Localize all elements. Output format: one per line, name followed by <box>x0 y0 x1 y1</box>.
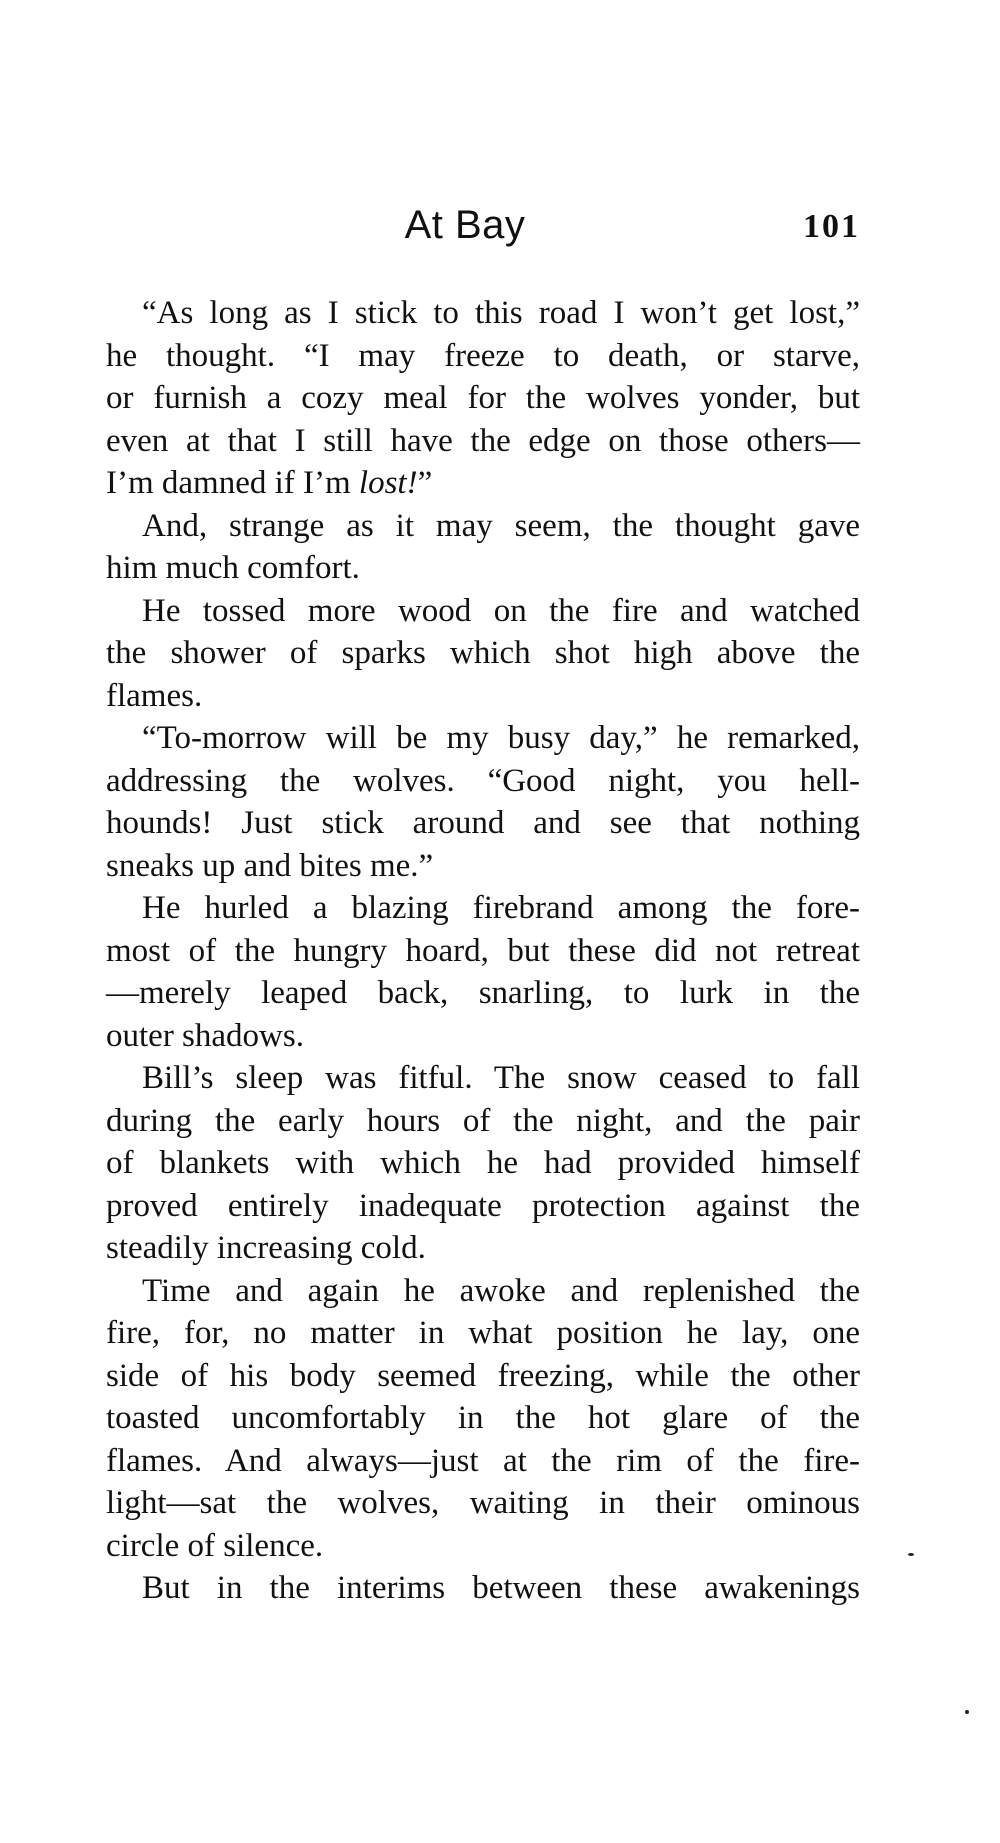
text-line: circle of silence. <box>106 1527 324 1564</box>
paragraph-1 <box>70 292 860 505</box>
text-run: ” <box>417 465 433 501</box>
text-run: I’m damned if I’m <box>106 465 359 501</box>
text-line: he thought. “I may freeze to death, or starve, <box>106 337 860 374</box>
paragraph-3 <box>70 590 860 718</box>
scan-speck <box>965 1710 969 1714</box>
text-line: addressing the wolves. “Good night, you hell- <box>106 762 860 799</box>
text-line: flames. <box>106 677 203 714</box>
text-line <box>70 462 860 505</box>
text-line: during the early hours of the night, and the pair <box>106 1102 860 1139</box>
text-line: him much comfort. <box>106 550 360 586</box>
text-line: fire, for, no matter in what position he lay, one <box>106 1315 860 1351</box>
text-line: He hurled a blazing firebrand among the fore- <box>142 890 860 926</box>
page-number: 101 <box>803 208 860 245</box>
paragraph-8 <box>70 1567 860 1610</box>
paragraph-6 <box>70 1057 860 1270</box>
text-line: light—sat the wolves, waiting in their ominous <box>106 1485 860 1521</box>
text-line: or furnish a cozy meal for the wolves yonder, but <box>106 380 860 416</box>
text-line: of blankets with which he had provided himself <box>106 1145 860 1181</box>
text-line: But in the interims between these awakenings <box>142 1570 860 1606</box>
text-line: Time and again he awoke and replenished the <box>142 1272 860 1309</box>
paragraph-2 <box>70 505 860 590</box>
text-line: steadily increasing cold. <box>106 1230 426 1266</box>
running-title: At Bay <box>404 203 526 247</box>
text-line: outer shadows. <box>106 1017 304 1054</box>
text-line: side of his body seemed freezing, while the other <box>106 1357 860 1394</box>
text-line: “To-morrow will be my busy day,” he remarked, <box>142 720 860 756</box>
text-line: sneaks up and bites me.” <box>106 847 434 884</box>
text-line: —merely leaped back, snarling, to lurk in the <box>106 975 860 1011</box>
text-line: the shower of sparks which shot high above the <box>106 635 860 671</box>
text-line: He tossed more wood on the fire and watched <box>142 592 860 629</box>
text-line: Bill’s sleep was fitful. The snow ceased to fall <box>142 1060 860 1096</box>
text-line: most of the hungry hoard, but these did not retreat <box>106 932 860 969</box>
text-line: toasted uncomfortably in the hot glare of the <box>106 1400 860 1436</box>
body-text <box>70 292 860 1610</box>
text-line: And, strange as it may seem, the thought gave <box>142 507 860 544</box>
text-line: proved entirely inadequate protection against the <box>106 1187 860 1224</box>
text-line: even at that I still have the edge on those others— <box>106 422 860 459</box>
page-header <box>70 200 860 260</box>
emphasis-text: lost! <box>358 465 418 501</box>
text-line: hounds! Just stick around and see that nothing <box>106 805 860 841</box>
paragraph-4 <box>70 717 860 887</box>
paragraph-7 <box>70 1270 860 1568</box>
paragraph-5 <box>70 887 860 1057</box>
text-line: “As long as I stick to this road I won’t get lost,” <box>142 295 860 331</box>
scan-speck <box>908 1553 914 1556</box>
text-line: flames. And always—just at the rim of the fire- <box>106 1442 860 1479</box>
